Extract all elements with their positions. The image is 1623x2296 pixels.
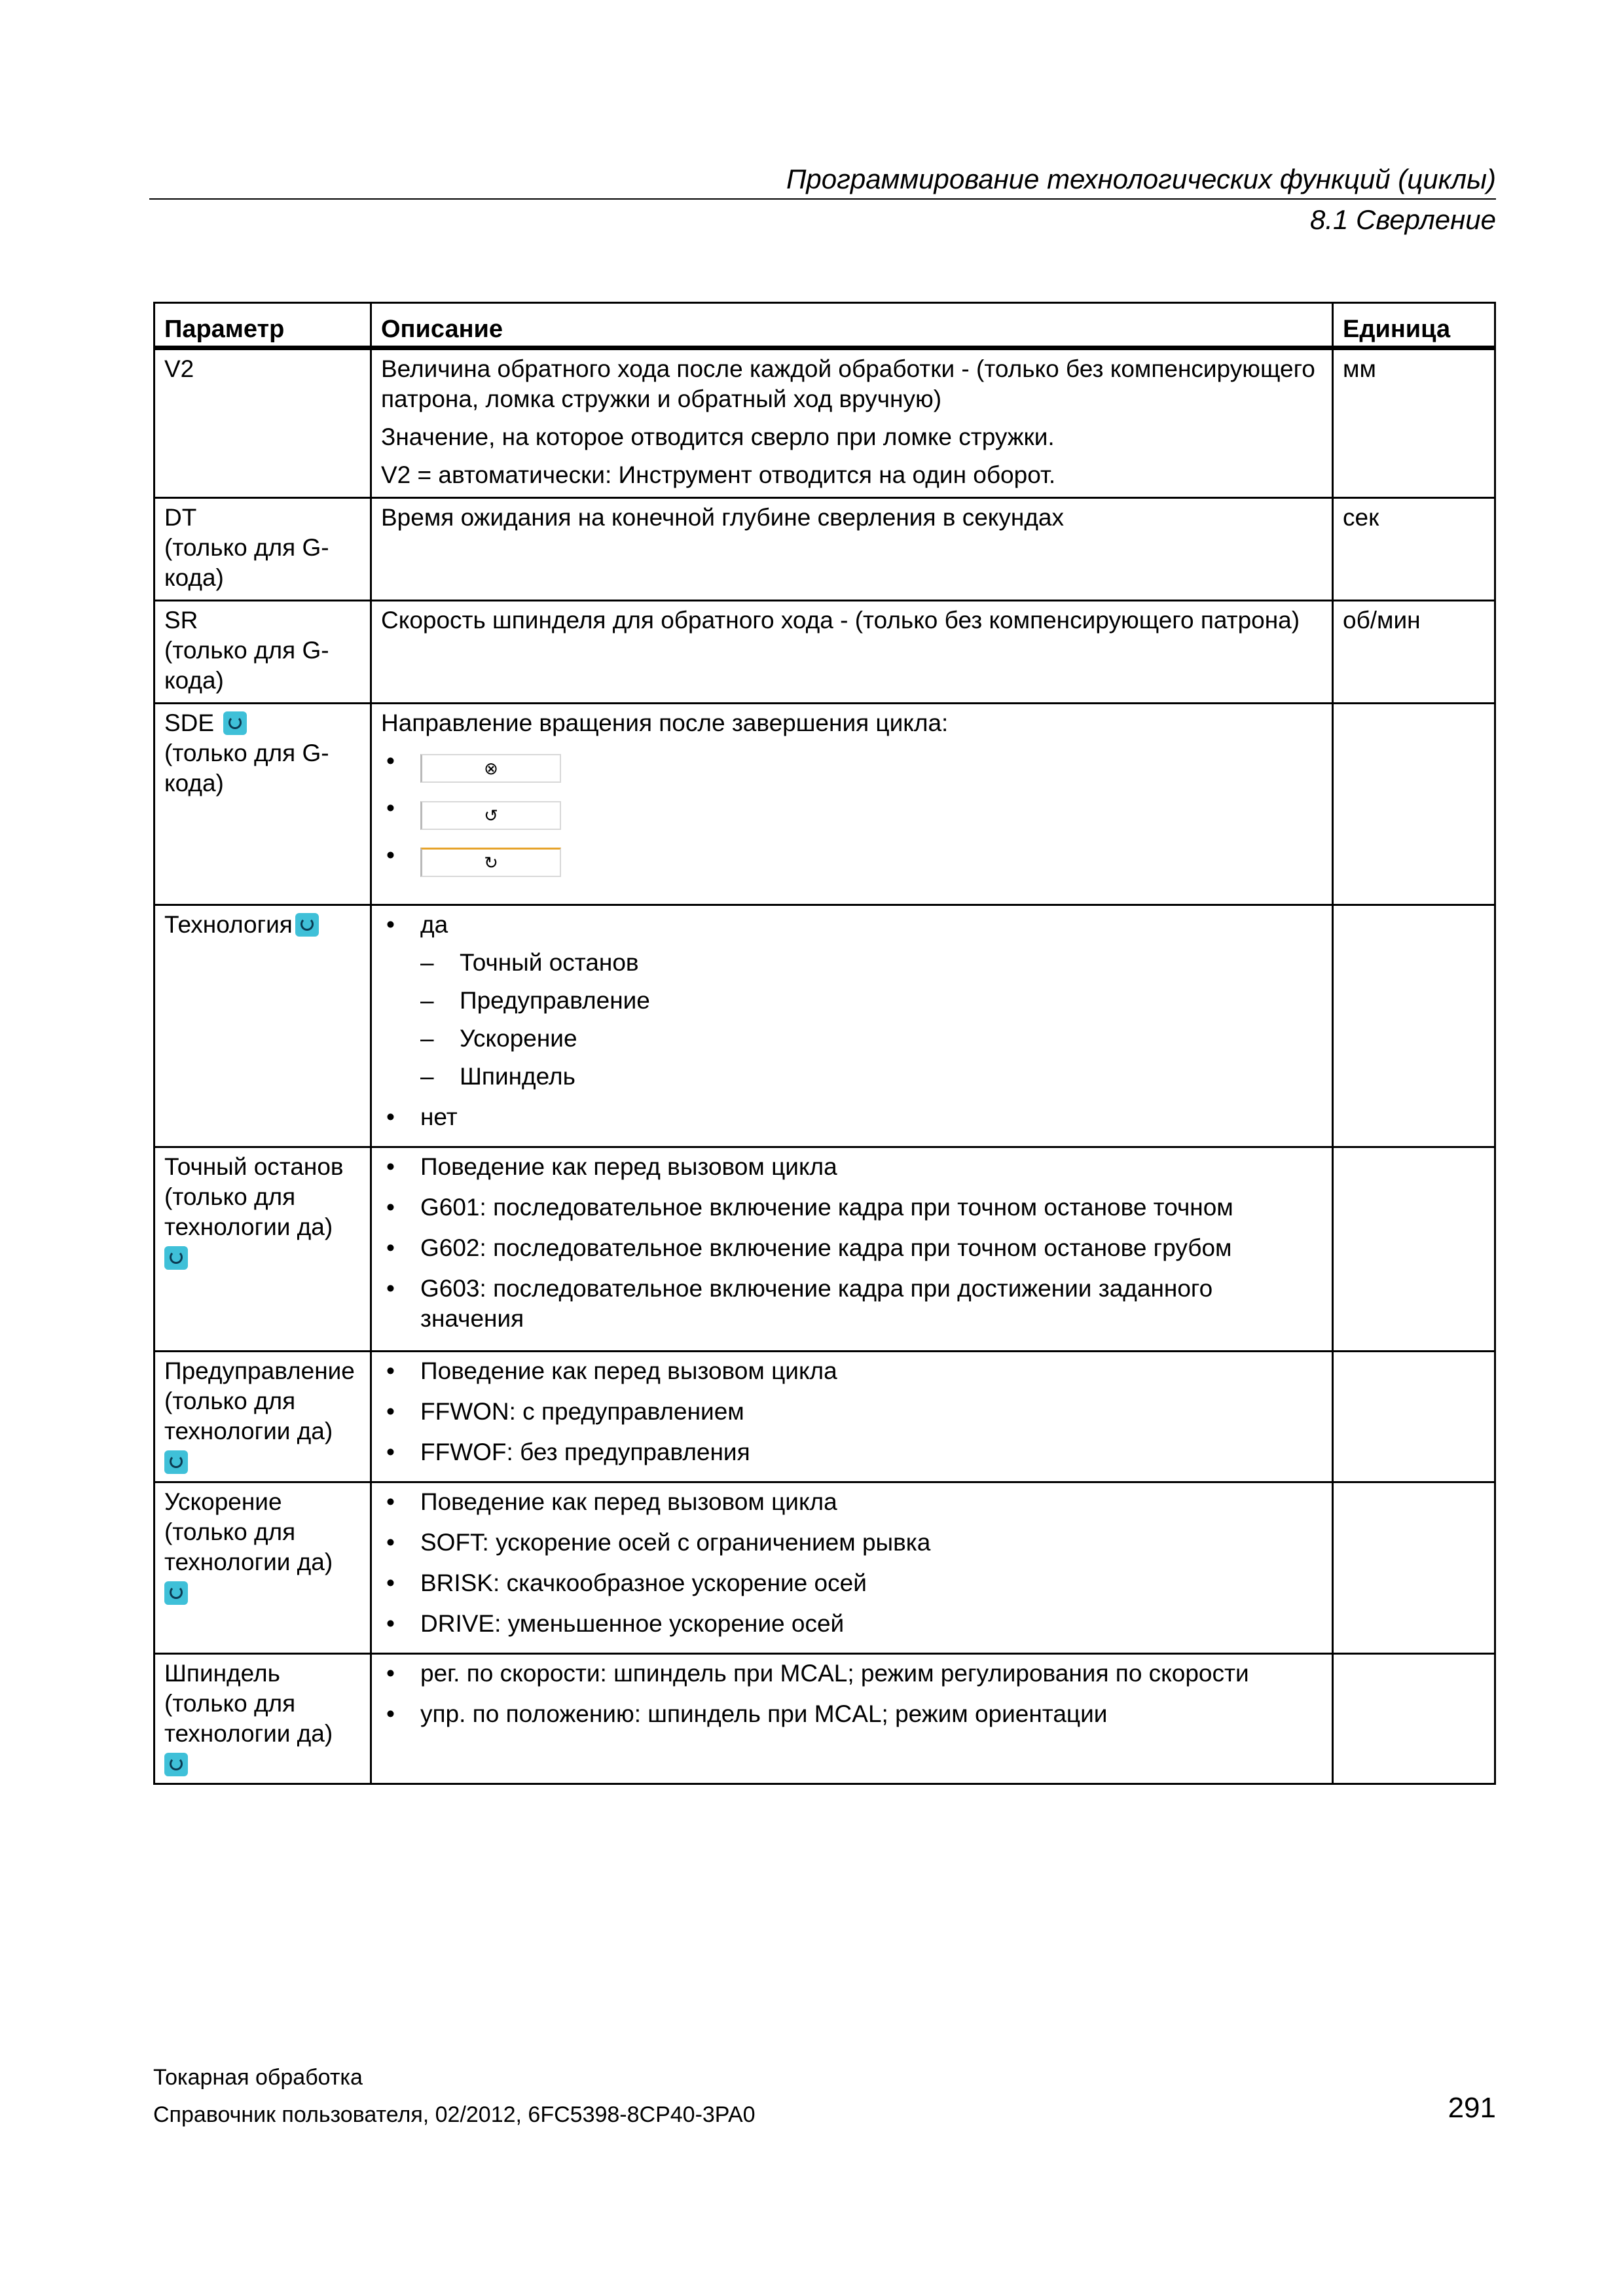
toggle-icon [295, 913, 319, 937]
unit-cell [1333, 905, 1495, 1147]
list-item [381, 840, 1322, 877]
toggle-icon [223, 711, 247, 735]
param-name: DT [164, 504, 197, 531]
param-name: Предуправление [164, 1357, 355, 1384]
table-row [155, 905, 1495, 1147]
running-header-section: 8.1 Сверление [1309, 204, 1496, 235]
bullet-mark: • [386, 1234, 395, 1261]
header-rule [149, 198, 1496, 200]
spindle-cw-icon: ↻ [420, 848, 561, 877]
param-note: (только для G-кода) [164, 740, 329, 797]
running-header-title: Программирование технологических функций (циклы) [786, 164, 1496, 194]
list-item [381, 1437, 1322, 1467]
desc-cell [371, 348, 1333, 498]
spindle-stop-icon: ⊗ [420, 754, 561, 783]
column-header-desc: Описание [371, 303, 1333, 348]
desc-cell [371, 1482, 1333, 1654]
list-item [381, 1487, 1322, 1517]
bullet-mark: • [386, 1488, 395, 1515]
bullet-list [381, 1487, 1322, 1639]
list-item-text: нет [420, 1103, 458, 1130]
desc-text: V2 = автоматически: Инструмент отводится на один оборот. [381, 461, 1056, 488]
bullet-mark: • [386, 1398, 395, 1425]
bullet-mark: • [386, 1194, 395, 1221]
bullet-mark: • [386, 1570, 395, 1596]
list-item-text: SOFT: ускорение осей с ограничением рывка [420, 1529, 931, 1556]
bullet-mark: • [386, 911, 395, 938]
column-header-unit: Единица [1333, 303, 1495, 348]
dash-mark: – [420, 987, 434, 1014]
list-item-text: рег. по скорости: шпиндель при MCAL; режим регулирования по скорости [420, 1660, 1249, 1687]
param-cell [155, 601, 371, 704]
table-row [155, 1352, 1495, 1482]
table-row [155, 1147, 1495, 1352]
list-item [381, 1659, 1322, 1689]
list-item [420, 1062, 1322, 1092]
list-item [381, 1397, 1322, 1427]
bullet-list [381, 1152, 1322, 1334]
toggle-icon [164, 1246, 188, 1270]
toggle-icon [164, 1581, 188, 1605]
list-item [381, 1233, 1322, 1263]
bullet-mark: • [386, 842, 395, 869]
param-note: (только для технологии да) [164, 1690, 333, 1747]
param-name: V2 [164, 355, 194, 382]
bullet-mark: • [386, 795, 395, 821]
bullet-list [381, 910, 1322, 1132]
bullet-mark: • [386, 1700, 395, 1727]
list-item-text: G603: последовательное включение кадра при достижении заданного значения [420, 1275, 1213, 1332]
bullet-mark: • [386, 1275, 395, 1302]
list-item [381, 1102, 1322, 1132]
list-item-text: Поведение как перед вызовом цикла [420, 1488, 837, 1515]
unit-cell [1333, 348, 1495, 498]
bullet-mark: • [386, 1439, 395, 1465]
list-item [381, 910, 1322, 1092]
list-item-text: Поведение как перед вызовом цикла [420, 1153, 837, 1180]
list-item [381, 1193, 1322, 1223]
table-row [155, 1482, 1495, 1654]
desc-cell [371, 1654, 1333, 1784]
list-item [381, 746, 1322, 783]
param-cell [155, 1147, 371, 1352]
bullet-mark: • [386, 1529, 395, 1556]
bullet-list [381, 1356, 1322, 1467]
table-row [155, 601, 1495, 704]
table-row [155, 1654, 1495, 1784]
list-item [381, 1274, 1322, 1334]
list-item-text: G601: последовательное включение кадра при точном останове точном [420, 1194, 1233, 1221]
list-item [381, 1609, 1322, 1639]
param-note: (только для технологии да) [164, 1518, 333, 1575]
unit-cell [1333, 1654, 1495, 1784]
list-item-text: FFWOF: без предуправления [420, 1439, 750, 1465]
list-item [381, 1356, 1322, 1386]
list-item [381, 1152, 1322, 1182]
toggle-icon [164, 1753, 188, 1776]
list-item-text: G602: последовательное включение кадра при точном останове грубом [420, 1234, 1232, 1261]
bullet-list [381, 746, 1322, 877]
desc-text: Значение, на которое отводится сверло при ломке стружки. [381, 423, 1055, 450]
param-name: SDE [164, 709, 215, 736]
bullet-list [381, 1659, 1322, 1729]
dash-mark: – [420, 1063, 434, 1090]
bullet-mark: • [386, 1660, 395, 1687]
unit-cell [1333, 498, 1495, 601]
bullet-mark: • [386, 747, 395, 774]
bullet-mark: • [386, 1103, 395, 1130]
list-item-text: Поведение как перед вызовом цикла [420, 1357, 837, 1384]
param-cell [155, 1482, 371, 1654]
list-item-text: Точный останов [460, 949, 639, 976]
param-note: (только для G-кода) [164, 534, 329, 591]
desc-text: Величина обратного хода после каждой обработки - (только без компенсирующего патрона, ломка стружки и обратный ход вручную) [381, 355, 1315, 412]
dash-list [420, 948, 1322, 1092]
parameter-table [153, 302, 1496, 1785]
bullet-mark: • [386, 1153, 395, 1180]
column-header-param: Параметр [155, 303, 371, 348]
param-cell [155, 1352, 371, 1482]
unit-text: сек [1343, 504, 1379, 531]
param-cell [155, 1654, 371, 1784]
param-cell [155, 498, 371, 601]
dash-mark: – [420, 949, 434, 976]
table-header-row [155, 303, 1495, 348]
desc-cell [371, 1147, 1333, 1352]
table-row [155, 498, 1495, 601]
param-cell [155, 704, 371, 905]
dash-mark: – [420, 1025, 434, 1052]
list-item [381, 793, 1322, 830]
desc-cell [371, 498, 1333, 601]
list-item-text: Ускорение [460, 1025, 577, 1052]
footer-product: Токарная обработка [153, 2065, 363, 2090]
unit-cell [1333, 1482, 1495, 1654]
unit-cell [1333, 601, 1495, 704]
toggle-icon [164, 1450, 188, 1474]
param-note: (только для G-кода) [164, 637, 329, 694]
desc-cell [371, 704, 1333, 905]
desc-cell [371, 905, 1333, 1147]
list-item [381, 1568, 1322, 1598]
unit-cell [1333, 704, 1495, 905]
desc-text: Время ожидания на конечной глубине сверления в секундах [381, 504, 1065, 531]
param-name: Шпиндель [164, 1660, 280, 1687]
table-row [155, 348, 1495, 498]
footer-manual-id: Справочник пользователя, 02/2012, 6FC5398-8CP40-3PA0 [153, 2102, 756, 2127]
param-name: Ускорение [164, 1488, 282, 1515]
list-item [381, 1528, 1322, 1558]
table-row [155, 704, 1495, 905]
param-name: Точный останов [164, 1153, 344, 1180]
param-name: SR [164, 607, 198, 634]
page-number: 291 [1448, 2092, 1496, 2124]
param-cell [155, 905, 371, 1147]
list-item-text: BRISK: скачкообразное ускорение осей [420, 1570, 867, 1596]
param-name: Технология [164, 911, 293, 938]
list-item [420, 986, 1322, 1016]
param-cell [155, 348, 371, 498]
unit-cell [1333, 1352, 1495, 1482]
list-item [381, 1699, 1322, 1729]
param-note: (только для технологии да) [164, 1183, 333, 1240]
list-item-text: FFWON: с предуправлением [420, 1398, 744, 1425]
unit-text: мм [1343, 355, 1376, 382]
desc-cell [371, 1352, 1333, 1482]
unit-cell [1333, 1147, 1495, 1352]
desc-cell [371, 601, 1333, 704]
list-item-text: упр. по положению: шпиндель при MCAL; режим ориентации [420, 1700, 1108, 1727]
list-item [420, 1024, 1322, 1054]
list-item [420, 948, 1322, 978]
unit-text: об/мин [1343, 607, 1421, 634]
list-item-text: да [420, 911, 448, 938]
list-item-text: Шпиндель [460, 1063, 575, 1090]
spindle-ccw-icon: ↺ [420, 801, 561, 830]
desc-text: Направление вращения после завершения цикла: [381, 709, 949, 736]
list-item-text: DRIVE: уменьшенное ускорение осей [420, 1610, 845, 1637]
list-item-text: Предуправление [460, 987, 650, 1014]
param-note: (только для технологии да) [164, 1388, 333, 1444]
desc-text: Скорость шпинделя для обратного хода - (только без компенсирующего патрона) [381, 607, 1300, 634]
bullet-mark: • [386, 1357, 395, 1384]
bullet-mark: • [386, 1610, 395, 1637]
